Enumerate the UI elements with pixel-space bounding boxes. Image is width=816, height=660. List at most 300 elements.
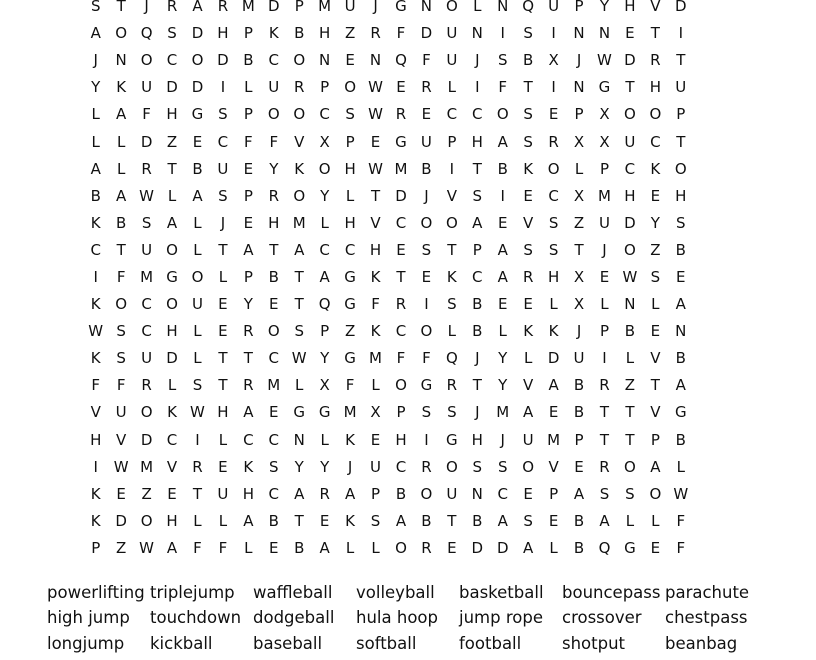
grid-letter: U [370,457,382,476]
grid-letter: B [624,322,636,341]
grid-letter: B [573,511,585,530]
grid-letter: Y [320,457,330,476]
grid-letter: D [624,213,636,232]
word-bank-item: shotput [562,633,626,653]
grid-letter: P [243,186,253,205]
grid-letter: F [116,376,126,395]
grid-letter: P [345,132,355,151]
grid-letter: E [167,484,177,503]
grid-letter: U [268,78,280,97]
grid-letter: I [678,24,683,43]
grid-letter: I [475,78,480,97]
grid-letter: E [370,132,381,151]
word-bank-item: chestpass [665,608,748,628]
grid-letter: G [344,267,356,286]
grid-letter: Q [140,24,153,43]
grid-letter: R [650,51,661,70]
grid-letter: J [576,322,582,341]
grid-letter: C [497,484,508,503]
grid-letter: B [472,322,483,341]
grid-letter: V [294,132,305,151]
grid-letter: O [115,295,128,314]
grid-letter: R [395,105,407,124]
grid-letter: C [548,186,559,205]
grid-row [83,20,746,47]
grid-letter: Y [650,213,660,232]
grid-letter: Q [395,51,407,70]
word-bank-item: longjump [47,633,125,653]
grid-letter: H [471,430,483,449]
grid-letter: S [548,213,559,232]
grid-letter: A [243,511,254,530]
grid-letter: L [345,538,355,557]
grid-letter: Y [243,295,253,314]
grid-letter: G [395,0,407,16]
grid-row [83,291,746,318]
grid-letter: X [573,132,585,151]
grid-letter: C [395,213,407,232]
grid-letter: A [497,132,508,151]
grid-letter: O [649,484,662,503]
grid-letter: H [166,105,178,124]
grid-letter: S [625,484,635,503]
grid-letter: T [294,295,304,314]
grid-letter: I [551,24,556,43]
grid-letter: T [167,159,177,178]
grid-row [83,372,746,399]
grid-letter: R [599,457,610,476]
grid-letter: A [548,376,559,395]
grid-letter: P [599,159,609,178]
grid-letter: U [548,0,560,16]
grid-letter: A [319,267,330,286]
grid-letter: T [218,376,228,395]
word-bank-item: beanbag [665,633,738,653]
grid-letter: L [523,349,533,368]
grid-letter: S [497,457,508,476]
word-bank-item: dodgeball [253,608,335,628]
grid-letter: A [294,484,305,503]
grid-letter: L [167,186,177,205]
grid-letter: V [116,430,127,449]
grid-letter: O [395,376,407,395]
grid-letter: A [395,511,407,530]
grid-letter: E [650,186,661,205]
grid-letter: A [116,105,127,124]
grid-row [83,481,746,508]
grid-letter: L [193,240,202,259]
grid-letter: O [445,457,458,476]
grid-letter: H [547,267,560,286]
grid-letter: H [217,24,229,43]
grid-letter: P [396,403,406,422]
grid-letter: J [347,457,353,476]
grid-letter: K [90,484,101,503]
grid-letter: V [523,213,534,232]
grid-letter: A [166,538,178,557]
grid-letter: V [548,457,559,476]
grid-letter: C [268,51,280,70]
grid-letter: L [651,295,660,314]
grid-letter: S [370,511,381,530]
grid-letter: A [243,403,254,422]
grid-letter: W [368,105,383,124]
grid-letter: R [599,376,610,395]
grid-letter: G [191,105,204,124]
grid-letter: T [472,376,482,395]
grid-letter: X [319,132,330,151]
grid-letter: L [447,322,457,341]
grid-row [83,399,746,426]
grid-letter: V [523,376,534,395]
grid-letter: Y [320,349,330,368]
grid-letter: A [90,24,101,43]
grid-letter: V [650,0,661,16]
grid-letter: O [318,159,331,178]
grid-letter: D [471,538,484,557]
grid-letter: D [166,78,178,97]
grid-letter: B [90,186,101,205]
grid-letter: R [192,457,203,476]
grid-letter: X [599,132,610,151]
grid-letter: Q [598,538,611,557]
grid-letter: D [140,132,153,151]
grid-letter: M [241,0,255,16]
grid-letter: H [624,0,636,16]
grid-letter: J [220,213,226,232]
word-bank-row [47,631,807,657]
grid-letter: D [191,78,204,97]
grid-letter: T [192,484,203,503]
grid-letter: L [371,376,380,395]
grid-letter: A [166,213,178,232]
grid-letter: R [141,376,152,395]
grid-letter: L [473,0,482,16]
grid-letter: T [370,186,381,205]
grid-letter: P [371,484,381,503]
grid-letter: N [369,51,382,70]
word-bank-item: crossover [562,608,642,628]
grid-letter: A [523,538,534,557]
word-bank-item: parachute [665,582,750,602]
grid-letter: P [320,322,330,341]
grid-letter: O [293,186,306,205]
grid-letter: K [523,159,534,178]
grid-letter: F [371,295,380,314]
word-bank-item: softball [356,633,417,653]
grid-letter: I [424,295,429,314]
grid-letter: F [676,538,686,557]
grid-letter: L [320,213,329,232]
grid-letter: E [345,51,355,70]
grid-letter: B [421,159,432,178]
grid-letter: K [90,511,101,530]
grid-letter: L [218,430,228,449]
grid-letter: Z [116,538,127,557]
grid-letter: E [421,267,432,286]
grid-letter: T [625,403,635,422]
grid-letter: S [650,267,661,286]
grid-letter: I [424,430,429,449]
grid-letter: E [396,78,406,97]
grid-letter: L [447,78,457,97]
grid-letter: P [549,484,559,503]
grid-letter: Z [344,322,356,341]
grid-letter: D [140,430,153,449]
grid-letter: A [675,376,686,395]
grid-letter: X [548,51,559,70]
grid-letter: X [573,267,585,286]
grid-letter: F [422,51,431,70]
grid-letter: A [497,240,508,259]
grid-letter: D [675,0,687,16]
grid-letter: R [421,457,432,476]
grid-letter: S [447,295,457,314]
grid-letter: L [244,538,253,557]
grid-letter: A [319,538,330,557]
grid-letter: C [344,240,356,259]
grid-letter: E [650,322,661,341]
grid-letter: B [192,159,203,178]
grid-letter: O [115,24,128,43]
grid-letter: T [116,240,126,259]
grid-letter: T [625,78,635,97]
grid-letter: E [243,213,254,232]
grid-letter: F [676,511,686,530]
grid-letter: K [650,159,661,178]
grid-letter: K [116,78,127,97]
grid-letter: P [676,105,686,124]
grid-letter: O [649,105,662,124]
grid-letter: N [573,78,585,97]
grid-letter: W [190,403,205,422]
grid-letter: B [243,51,254,70]
grid-letter: F [396,349,406,368]
word-bank-item: hula hoop [356,608,438,628]
grid-letter: L [244,78,253,97]
grid-letter: Y [294,457,304,476]
grid-letter: A [497,267,508,286]
grid-letter: R [217,0,229,16]
grid-letter: C [395,322,407,341]
grid-letter: B [395,484,407,503]
grid-letter: T [269,240,279,259]
grid-letter: H [268,213,280,232]
grid-letter: S [192,376,203,395]
grid-letter: H [624,186,636,205]
grid-letter: V [446,186,457,205]
grid-letter: M [140,457,154,476]
grid-letter: T [294,267,304,286]
grid-letter: B [294,538,305,557]
grid-letter: R [243,376,254,395]
grid-letter: D [395,186,407,205]
grid-letter: T [218,349,228,368]
grid-letter: S [269,457,279,476]
grid-letter: J [144,0,149,16]
grid-letter: P [91,538,101,557]
grid-letter: B [573,403,585,422]
grid-letter: L [625,349,635,368]
grid-letter: O [522,457,535,476]
grid-letter: R [243,322,254,341]
grid-letter: G [166,267,178,286]
grid-letter: M [292,213,306,232]
grid-letter: C [90,240,101,259]
grid-letter: W [291,349,307,368]
grid-letter: W [673,484,689,503]
grid-letter: M [369,349,382,368]
grid-letter: H [649,78,661,97]
grid-letter: U [675,78,687,97]
grid-letter: T [116,0,126,16]
grid-letter: B [573,538,585,557]
grid-letter: U [217,159,229,178]
grid-letter: Y [599,0,610,16]
grid-letter: S [218,105,228,124]
word-bank-item: jump rope [459,608,543,628]
grid-letter: O [166,240,178,259]
grid-letter: E [676,267,686,286]
grid-letter: S [472,457,483,476]
grid-letter: I [551,78,556,97]
grid-letter: T [650,376,660,395]
grid-letter: R [166,0,178,16]
word-bank-item: powerlifting [47,582,145,602]
grid-letter: W [368,78,383,97]
grid-letter: E [523,186,533,205]
grid-letter: B [523,51,534,70]
grid-letter: B [116,213,127,232]
grid-letter: E [599,267,610,286]
grid-letter: X [319,376,330,395]
grid-letter: O [191,267,204,286]
grid-letter: X [599,105,610,124]
grid-row [83,454,746,481]
grid-letter: I [93,457,98,476]
grid-letter: N [420,0,433,16]
grid-letter: L [91,132,100,151]
grid-letter: L [600,295,609,314]
grid-letter: N [573,24,585,43]
grid-row [83,427,746,454]
grid-letter: C [472,105,483,124]
grid-letter: O [420,213,433,232]
grid-letter: S [599,484,610,503]
grid-letter: E [396,240,406,259]
grid-letter: N [115,51,127,70]
grid-letter: Z [624,376,636,395]
grid-letter: S [548,240,559,259]
word-bank-row [47,580,807,606]
grid-letter: E [116,484,126,503]
grid-letter: L [651,511,660,530]
word-bank-item: bouncepass [562,582,661,602]
grid-letter: C [319,105,330,124]
grid-letter: L [193,322,202,341]
grid-letter: J [576,51,582,70]
grid-letter: J [475,51,480,70]
grid-letter: E [218,295,228,314]
grid-letter: D [496,538,509,557]
grid-letter: K [370,267,381,286]
grid-letter: O [445,0,458,16]
grid-letter: T [599,430,610,449]
grid-letter: G [395,132,407,151]
grid-letter: M [140,267,154,286]
grid-letter: E [650,538,661,557]
grid-letter: O [624,457,636,476]
grid-letter: D [115,511,127,530]
grid-letter: V [650,403,661,422]
grid-letter: L [320,430,329,449]
grid-letter: Y [498,376,508,395]
grid-letter: A [116,186,127,205]
grid-letter: S [116,322,126,341]
grid-letter: L [167,376,177,395]
grid-letter: L [218,267,228,286]
grid-letter: L [345,186,355,205]
grid-letter: A [599,511,610,530]
grid-letter: U [624,132,636,151]
grid-letter: U [446,24,458,43]
grid-letter: Q [522,0,535,16]
grid-row [83,183,746,210]
grid-letter: L [193,213,202,232]
grid-letter: S [218,186,228,205]
grid-letter: B [497,159,508,178]
grid-row [83,237,746,264]
grid-letter: T [447,511,457,530]
grid-letter: A [344,484,356,503]
grid-letter: U [344,0,356,16]
grid-row [83,210,746,237]
grid-letter: O [267,105,280,124]
grid-letter: E [447,538,457,557]
grid-row [83,101,746,128]
grid-letter: I [500,24,505,43]
grid-letter: N [471,484,483,503]
word-bank-item: baseball [253,633,323,653]
grid-letter: B [675,430,686,449]
grid-letter: J [475,349,480,368]
grid-letter: K [90,213,101,232]
grid-letter: H [675,186,687,205]
grid-letter: L [218,511,228,530]
grid-letter: N [293,430,305,449]
grid-letter: O [344,78,356,97]
grid-letter: E [421,105,432,124]
grid-letter: H [395,430,407,449]
grid-letter: S [90,0,101,16]
grid-letter: N [624,295,636,314]
grid-row [83,128,746,155]
grid-letter: I [220,78,226,97]
grid-letter: P [650,430,660,449]
grid-letter: S [345,105,355,124]
grid-letter: S [472,186,483,205]
grid-letter: S [421,403,432,422]
grid-letter: C [268,484,280,503]
grid-letter: H [344,159,356,178]
grid-letter: O [140,511,153,530]
grid-letter: F [218,538,228,557]
grid-letter: U [573,349,585,368]
grid-letter: E [523,295,533,314]
grid-letter: M [267,376,281,395]
grid-letter: P [574,0,584,16]
grid-letter: T [472,159,482,178]
